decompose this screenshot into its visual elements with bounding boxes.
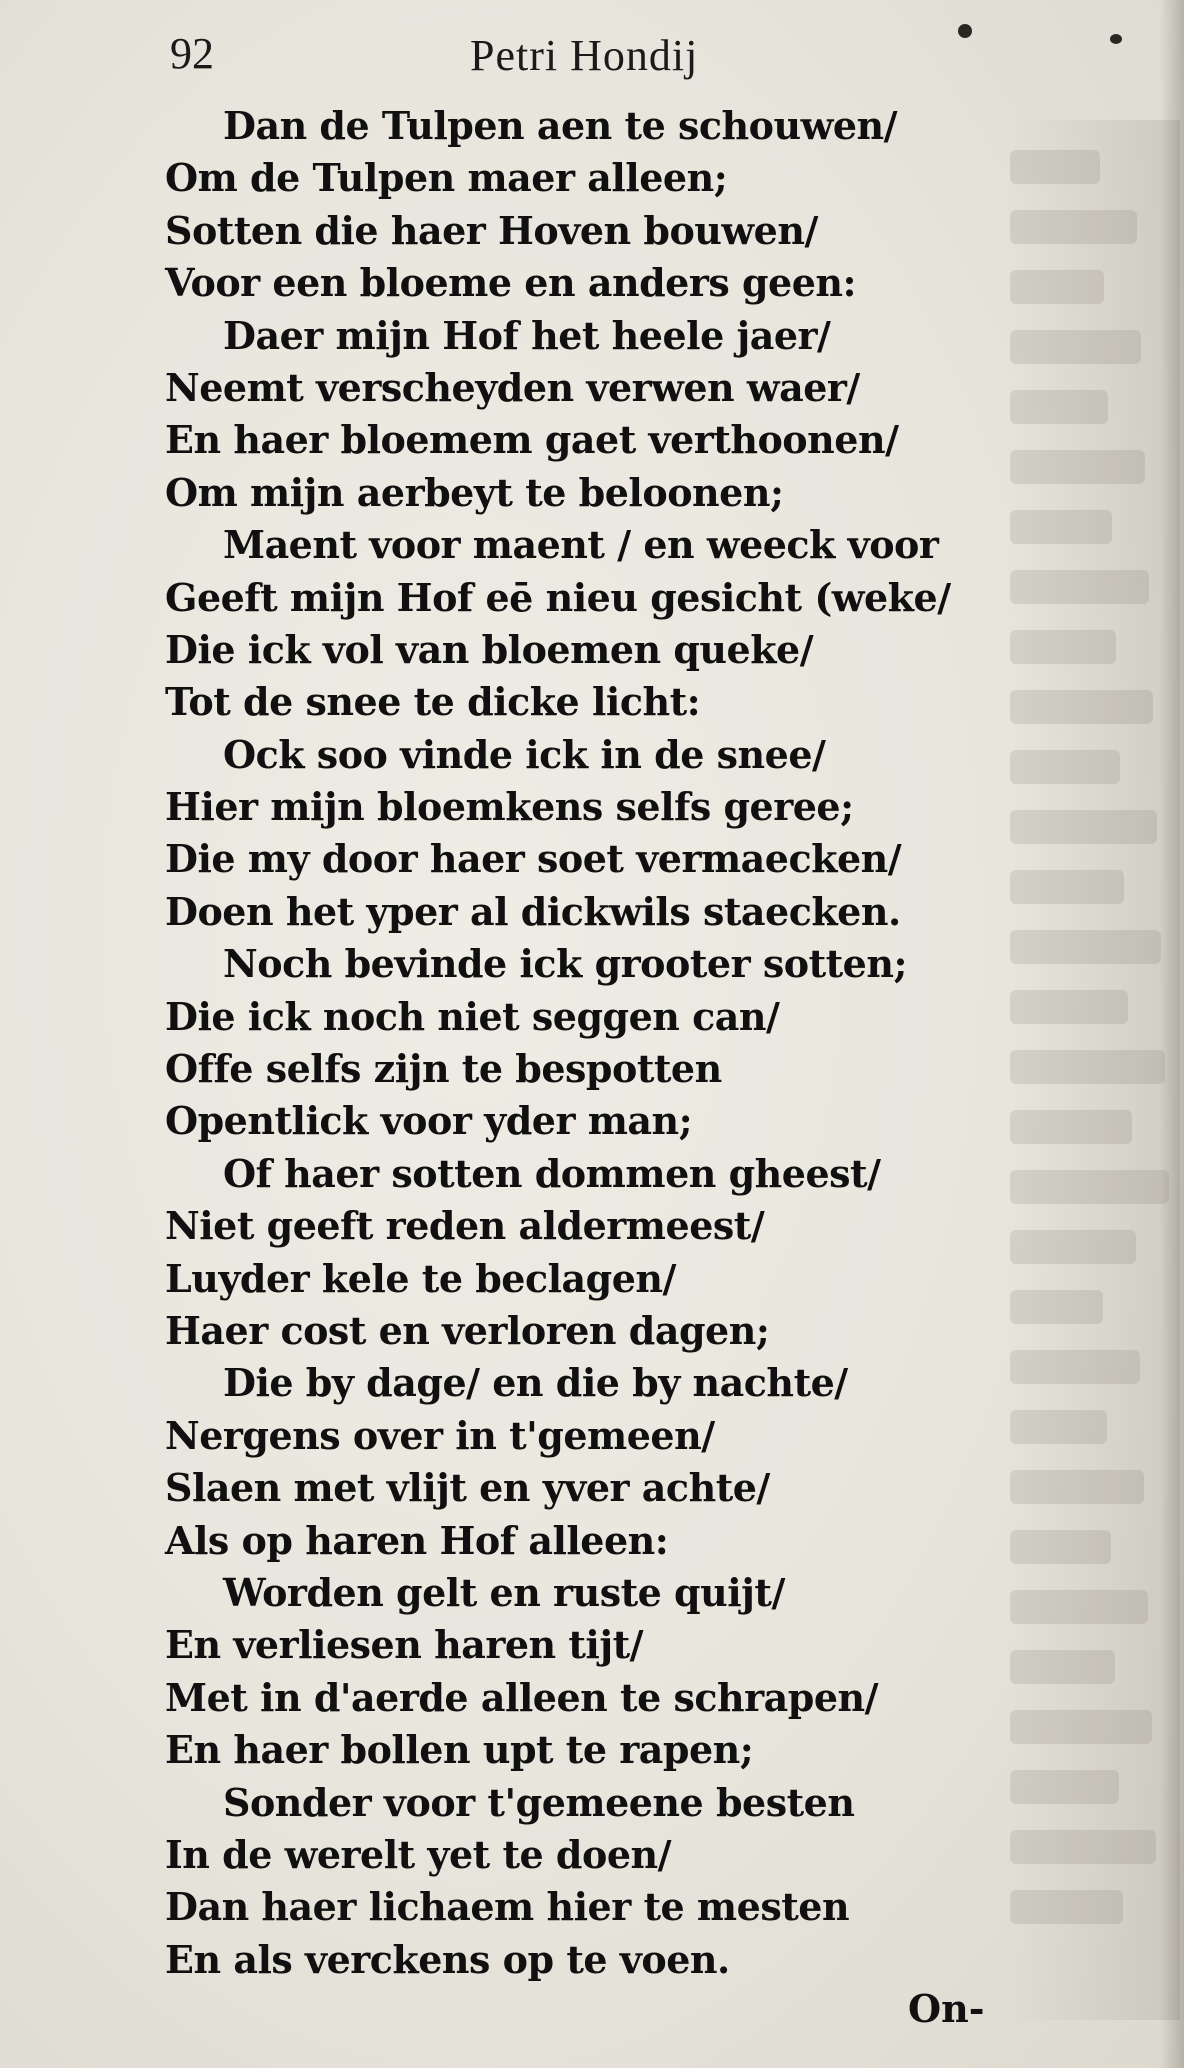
verse-line: Ock soo vinde ick in de snee/: [223, 731, 826, 777]
verse-block: [165, 100, 1045, 1986]
show-through-line: [1010, 1110, 1132, 1144]
verse-line: Maent voor maent / en weeck voor: [223, 522, 939, 568]
show-through-line: [1010, 1170, 1169, 1204]
verse-line: In de werelt yet te doen/: [165, 1831, 672, 1877]
verse-line: Tot de snee te dicke licht:: [165, 679, 701, 725]
verse-line: En haer bloemem gaet verthoonen/: [165, 417, 899, 463]
show-through-line: [1010, 930, 1161, 964]
verse-line: Sotten die haer Hoven bouwen/: [165, 207, 818, 253]
show-through-line: [1010, 1290, 1103, 1324]
verse-line: Die by dage/ en die by nachte/: [223, 1360, 848, 1406]
show-through-line: [1010, 870, 1124, 904]
verse-line: En verliesen haren tijt/: [165, 1622, 644, 1668]
verse-line: Noch bevinde ick grooter sotten;: [223, 941, 908, 987]
show-through-line: [1010, 1770, 1119, 1804]
show-through-line: [1010, 330, 1141, 364]
verse-line: Om mijn aerbeyt te beloonen;: [165, 469, 784, 515]
show-through-line: [1010, 1830, 1156, 1864]
show-through-line: [1010, 570, 1149, 604]
verse-line: Neemt verscheyden verwen waer/: [165, 364, 860, 410]
verse-line: Sonder voor t'gemeene besten: [223, 1779, 855, 1825]
verse-line: Nergens over in t'gemeen/: [165, 1412, 715, 1458]
page-number: 92: [170, 29, 214, 78]
page-edge-shadow: [1160, 0, 1184, 2068]
show-through-line: [1010, 1410, 1107, 1444]
show-through-line: [1010, 1230, 1136, 1264]
verse-line: Om de Tulpen maer alleen;: [165, 155, 728, 201]
verse-line: Die my door haer soet vermaecken/: [165, 836, 902, 882]
show-through-line: [1010, 990, 1128, 1024]
verse-line: Worden gelt en ruste quijt/: [223, 1569, 785, 1615]
verse-line: Slaen met vlijt en yver achte/: [165, 1465, 770, 1511]
verse-line: Dan haer lichaem hier te mesten: [165, 1884, 850, 1930]
verse-line: Dan de Tulpen aen te schouwen/: [223, 103, 898, 148]
show-through-line: [1010, 1710, 1152, 1744]
ink-speck: [958, 24, 972, 38]
verse-line: Voor een bloeme en anders geen:: [165, 260, 857, 306]
verse-line: Met in d'aerde alleen te schrapen/: [165, 1674, 879, 1720]
show-through-line: [1010, 150, 1100, 184]
verse-line: En haer bollen upt te rapen;: [165, 1727, 754, 1773]
show-through-line: [1010, 1050, 1165, 1084]
show-through-line: [1010, 1590, 1148, 1624]
verse-line: Opentlick voor yder man;: [165, 1098, 693, 1144]
verse-line: Doen het yper al dickwils staecken.: [165, 888, 901, 934]
show-through-line: [1010, 1530, 1111, 1564]
show-through-line: [1010, 390, 1108, 424]
show-through-line: [1010, 630, 1116, 664]
verse-line: Hier mijn bloemkens selfs geree;: [165, 784, 854, 830]
show-through-line: [1010, 1890, 1123, 1924]
catchword: On-: [908, 1986, 985, 2031]
show-through-line: [1010, 1470, 1144, 1504]
verse-line: Haer cost en verloren dagen;: [165, 1307, 770, 1353]
verse-line: Als op haren Hof alleen:: [165, 1517, 669, 1563]
running-head: Petri Hondij: [470, 31, 699, 80]
show-through-line: [1010, 1350, 1140, 1384]
verse-line: Niet geeft reden aldermeest/: [165, 1203, 765, 1249]
page-header: [170, 28, 1030, 88]
verse-line: Die ick noch niet seggen can/: [165, 993, 780, 1039]
verse-line: Geeft mijn Hof eē nieu gesicht (weke/: [165, 574, 951, 620]
verse-line: Die ick vol van bloemen queke/: [165, 626, 814, 672]
show-through-line: [1010, 1650, 1115, 1684]
show-through-line: [1010, 270, 1104, 304]
ink-speck: [1110, 34, 1122, 44]
show-through-line: [1010, 690, 1153, 724]
show-through-line: [1010, 210, 1137, 244]
show-through-line: [1010, 750, 1120, 784]
show-through-line: [1010, 450, 1145, 484]
verse-line: Of haer sotten dommen gheest/: [223, 1150, 881, 1196]
show-through-line: [1010, 810, 1157, 844]
verse-line: Daer mijn Hof het heele jaer/: [223, 312, 831, 358]
verse-line: Offe selfs zijn te bespotten: [165, 1046, 722, 1092]
show-through-line: [1010, 510, 1112, 544]
verse-line: En als verckens op te voen.: [165, 1936, 730, 1982]
verse-line: Luyder kele te beclagen/: [165, 1255, 676, 1301]
